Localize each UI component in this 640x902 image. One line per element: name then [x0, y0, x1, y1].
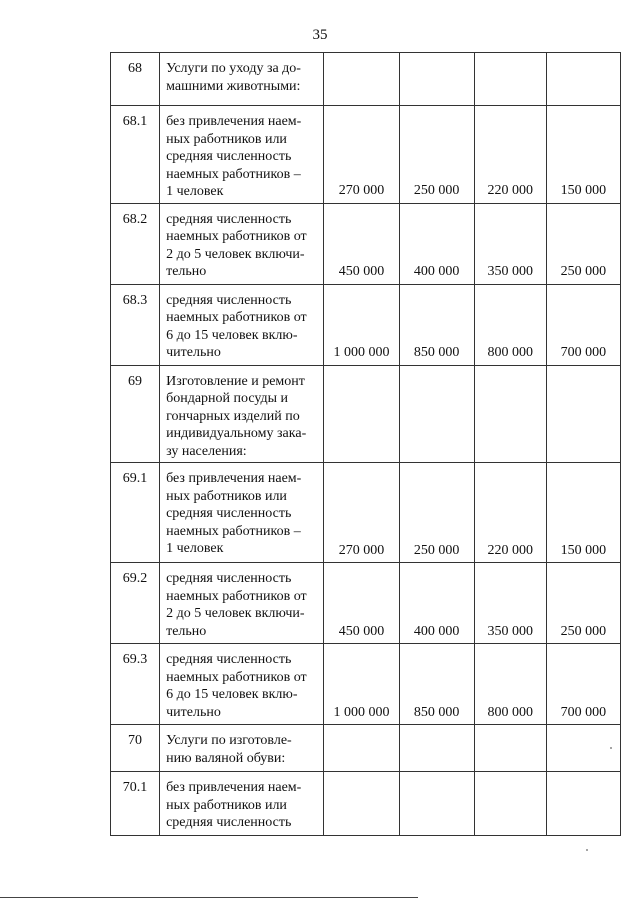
row-number: 70.1 [111, 772, 160, 836]
description-line: ных работников или [166, 797, 287, 813]
row-number: 70 [111, 725, 160, 772]
description-line: без привлечения наем- [166, 114, 302, 129]
scan-speck [610, 747, 612, 749]
description-line: тельно [166, 264, 207, 279]
description-line: средняя численность [166, 815, 292, 830]
description-line: 1 человек [166, 184, 224, 199]
row-number: 68 [111, 53, 160, 106]
table-row [111, 644, 621, 725]
row-number: 68.3 [111, 284, 160, 365]
value-cell-2 [399, 725, 474, 772]
row-number: 69 [111, 365, 160, 463]
description-line: наемных работников – [166, 166, 301, 182]
value-cell-3 [474, 725, 546, 772]
value-cell-2: 400 000 [399, 563, 474, 644]
description-line: зу населения: [166, 443, 247, 459]
table-row [111, 284, 621, 365]
value-cell-2: 850 000 [399, 644, 474, 725]
value-cell-4 [546, 772, 620, 836]
description-line: чительно [166, 704, 221, 720]
description-line: нию валяной обуви: [166, 750, 286, 766]
row-description [160, 463, 324, 563]
value-cell-1: 450 000 [324, 563, 399, 644]
description-line: наемных работников от [166, 310, 307, 325]
page-number: 35 [312, 27, 328, 43]
value-cell-4 [546, 53, 620, 106]
description-line: средняя численность [166, 211, 292, 227]
value-cell-4: 250 000 [546, 563, 620, 644]
table-row [111, 725, 621, 772]
row-description [160, 725, 324, 772]
value-cell-3: 220 000 [474, 106, 546, 204]
value-cell-1: 270 000 [324, 463, 399, 563]
description-line: 2 до 5 человек включи- [166, 606, 305, 621]
value-cell-3 [474, 772, 546, 836]
row-number: 69.1 [111, 463, 160, 563]
value-cell-2: 250 000 [399, 106, 474, 204]
description-line: наемных работников – [166, 523, 301, 539]
value-cell-4: 700 000 [546, 644, 620, 725]
table-row [111, 772, 621, 836]
value-cell-1: 270 000 [324, 106, 399, 204]
description-line: средняя численность [166, 149, 292, 164]
row-description [160, 284, 324, 365]
description-line: 1 человек [166, 541, 224, 556]
value-cell-3: 220 000 [474, 463, 546, 563]
table-row [111, 563, 621, 644]
row-number: 69.2 [111, 563, 160, 644]
description-line: чительно [166, 345, 221, 360]
description-line: 6 до 15 человек вклю- [166, 327, 298, 343]
tariff-table [110, 52, 621, 836]
row-description [160, 53, 324, 106]
description-line: Услуги по уходу за до- [166, 61, 301, 76]
row-description [160, 106, 324, 204]
description-line: Услуги по изготовле- [166, 733, 292, 748]
description-line: без привлечения наем- [166, 471, 302, 486]
value-cell-2 [399, 53, 474, 106]
row-description [160, 563, 324, 644]
description-line: 2 до 5 человек включи- [166, 246, 305, 262]
row-description [160, 203, 324, 284]
value-cell-3: 800 000 [474, 644, 546, 725]
value-cell-4: 150 000 [546, 463, 620, 563]
description-line: индивидуальному зака- [166, 426, 307, 441]
table-row [111, 463, 621, 563]
description-line: Изготовление и ремонт [166, 373, 305, 389]
row-description [160, 772, 324, 836]
value-cell-1: 450 000 [324, 203, 399, 284]
description-line: без привлечения наем- [166, 780, 302, 795]
value-cell-3: 350 000 [474, 203, 546, 284]
value-cell-4 [546, 365, 620, 463]
description-line: ных работников или [166, 488, 287, 504]
scan-speck [586, 849, 588, 851]
value-cell-2 [399, 365, 474, 463]
description-line: 6 до 15 человек вклю- [166, 687, 298, 702]
value-cell-1 [324, 53, 399, 106]
row-number: 68.2 [111, 203, 160, 284]
table-row [111, 53, 621, 106]
table-row [111, 106, 621, 204]
row-number: 69.3 [111, 644, 160, 725]
description-line: бондарной посуды и [166, 391, 289, 406]
description-line: наемных работников от [166, 229, 307, 244]
value-cell-4: 250 000 [546, 203, 620, 284]
table-row [111, 203, 621, 284]
value-cell-1: 1 000 000 [324, 284, 399, 365]
value-cell-3: 800 000 [474, 284, 546, 365]
row-description [160, 365, 324, 463]
value-cell-2: 400 000 [399, 203, 474, 284]
footer-rule [0, 897, 418, 898]
description-line: машними животными: [166, 78, 301, 94]
value-cell-1 [324, 772, 399, 836]
value-cell-3: 350 000 [474, 563, 546, 644]
value-cell-2: 250 000 [399, 463, 474, 563]
value-cell-2 [399, 772, 474, 836]
value-cell-3 [474, 53, 546, 106]
description-line: ных работников или [166, 131, 287, 147]
value-cell-4: 700 000 [546, 284, 620, 365]
table-row [111, 365, 621, 463]
value-cell-1 [324, 725, 399, 772]
value-cell-1: 1 000 000 [324, 644, 399, 725]
description-line: гончарных изделий по [166, 408, 300, 424]
description-line: тельно [166, 623, 207, 639]
row-description [160, 644, 324, 725]
description-line: средняя численность [166, 652, 292, 667]
description-line: средняя численность [166, 506, 292, 521]
value-cell-2: 850 000 [399, 284, 474, 365]
value-cell-4: 150 000 [546, 106, 620, 204]
value-cell-1 [324, 365, 399, 463]
value-cell-3 [474, 365, 546, 463]
row-number: 68.1 [111, 106, 160, 204]
description-line: наемных работников от [166, 588, 307, 604]
description-line: средняя численность [166, 292, 292, 308]
description-line: наемных работников от [166, 669, 307, 685]
description-line: средняя численность [166, 571, 292, 586]
